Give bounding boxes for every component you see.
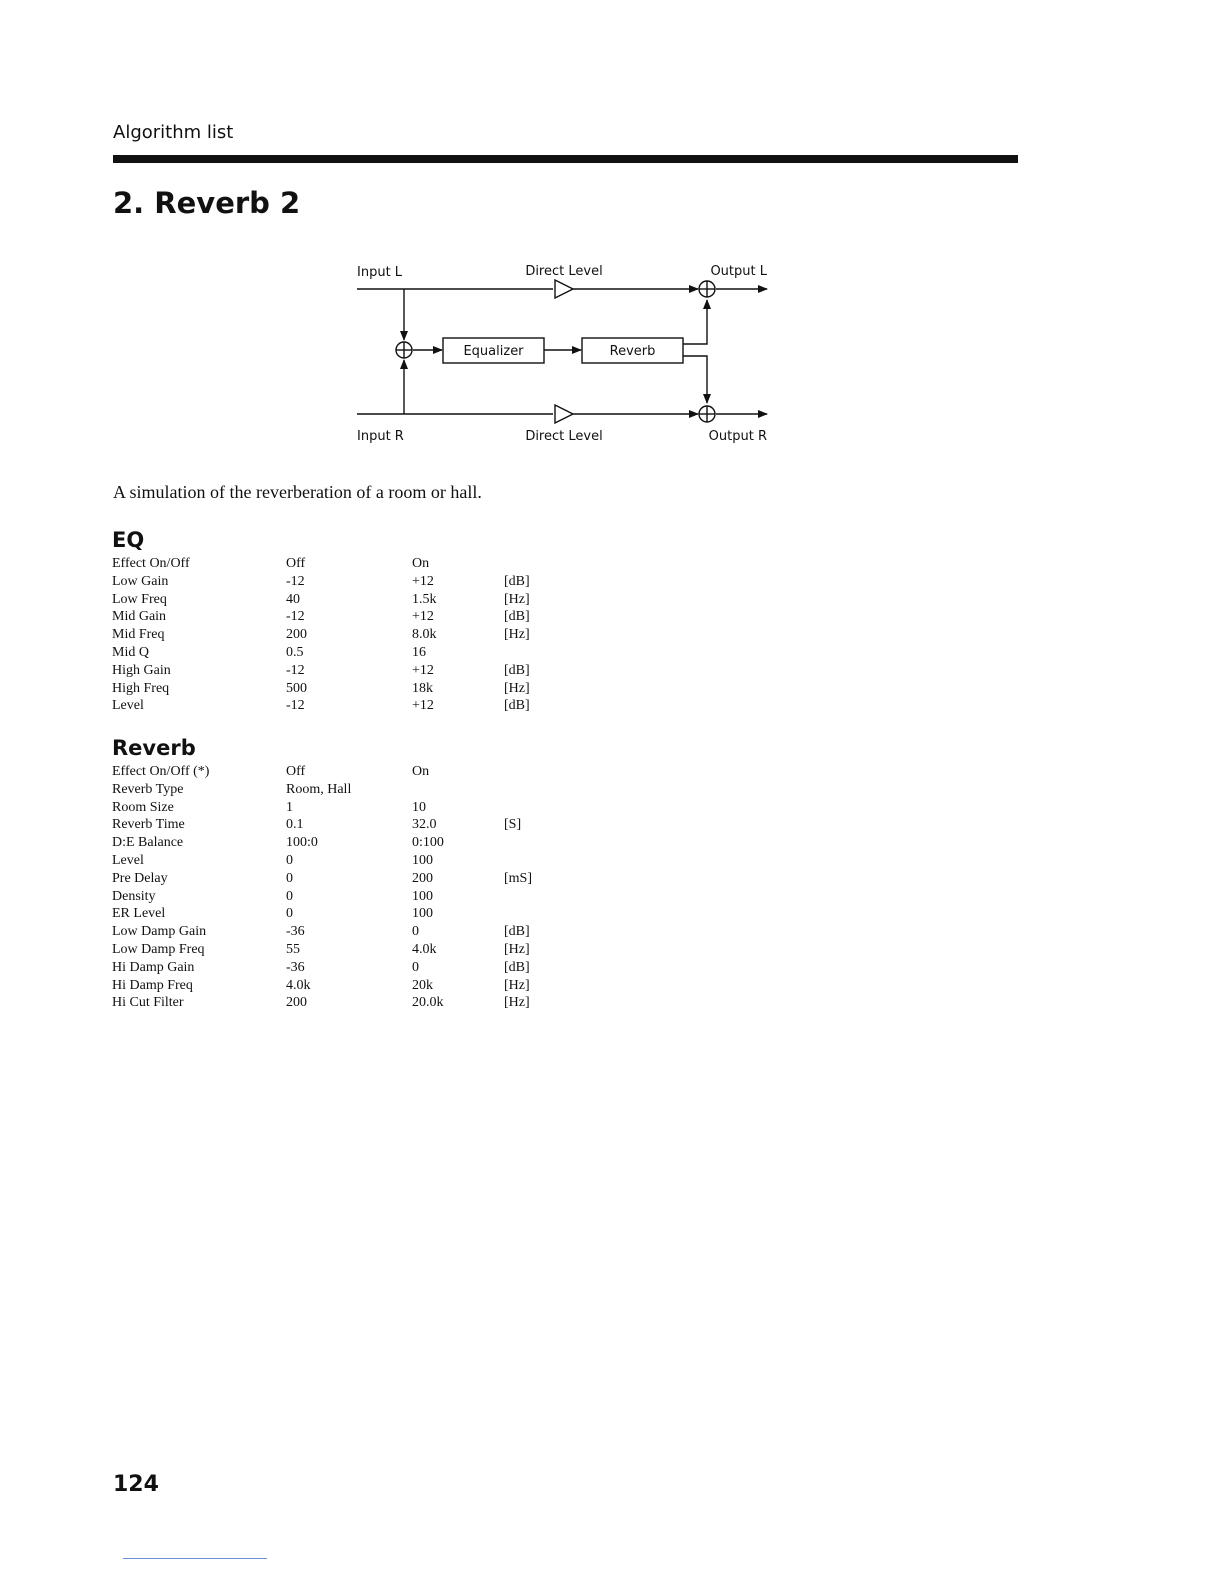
direct-level-bottom-label: Direct Level: [525, 429, 603, 444]
reverb-section-title: Reverb: [112, 736, 196, 760]
parameter-unit: [Hz]: [504, 941, 530, 957]
parameter-min: 200: [286, 995, 307, 1011]
parameter-max: 8.0k: [412, 627, 437, 643]
parameter-max: 32.0: [412, 817, 437, 833]
parameter-min: 100:0: [286, 835, 318, 851]
footer-line: [123, 1558, 267, 1559]
parameter-max: 100: [412, 852, 433, 868]
reverb-block-label: Reverb: [609, 344, 656, 359]
description: A simulation of the reverberation of a room or hall.: [113, 482, 482, 502]
parameter-name: Mid Freq: [112, 627, 165, 643]
parameter-unit: [504, 852, 564, 870]
parameter-unit: [Hz]: [504, 680, 530, 696]
parameter-row: [112, 870, 564, 888]
parameter-min: 0: [286, 888, 293, 904]
parameter-min: -36: [286, 959, 305, 975]
parameter-min: 200: [286, 627, 307, 643]
parameter-max: 4.0k: [412, 941, 437, 957]
parameter-max: +12: [412, 698, 434, 714]
parameter-min: Room, Hall: [286, 781, 352, 797]
parameter-max: 20.0k: [412, 995, 444, 1011]
parameter-unit: [504, 834, 564, 852]
parameter-unit: [504, 799, 564, 817]
parameter-name: Room Size: [112, 799, 174, 815]
parameter-row: [112, 573, 564, 591]
parameter-min: 0: [286, 906, 293, 922]
parameter-row: [112, 941, 564, 959]
parameter-name: High Freq: [112, 680, 170, 696]
parameter-min: Off: [286, 764, 306, 779]
parameter-min: 0.5: [286, 644, 304, 660]
parameter-name: ER Level: [112, 906, 166, 922]
parameter-min: 0: [286, 852, 293, 868]
parameter-unit: [504, 781, 564, 799]
parameter-row: [112, 923, 564, 941]
equalizer-label: Equalizer: [463, 344, 524, 359]
direct-level-amp-top: [555, 280, 573, 298]
parameter-min: 500: [286, 680, 307, 696]
parameter-max: 0: [412, 924, 419, 940]
signal-flow-diagram: [345, 258, 785, 453]
parameter-unit: [Hz]: [504, 627, 530, 643]
parameter-row: [112, 608, 564, 626]
parameter-name: Hi Cut Filter: [112, 995, 184, 1011]
parameter-row: [112, 888, 564, 906]
output-l-label: Output L: [710, 264, 767, 279]
parameter-row: [112, 644, 564, 662]
input-l-label: Input L: [357, 265, 403, 280]
parameter-max: [412, 781, 504, 799]
eq-parameter-table: [112, 555, 564, 715]
parameter-min: 1: [286, 799, 293, 815]
parameter-unit: [504, 555, 564, 573]
parameter-name: Effect On/Off: [112, 556, 190, 571]
page-number: 124: [113, 1472, 159, 1497]
parameter-name: Reverb Time: [112, 817, 185, 833]
parameter-min: -12: [286, 662, 305, 678]
parameter-name: Level: [112, 698, 144, 714]
parameter-max: 20k: [412, 977, 433, 993]
parameter-min: -12: [286, 573, 305, 589]
parameter-row: [112, 799, 564, 817]
parameter-name: Pre Delay: [112, 870, 168, 886]
parameter-name: Mid Q: [112, 644, 149, 660]
reverb-to-out-r: [683, 356, 707, 403]
parameter-max: On: [412, 556, 430, 571]
parameter-unit: [dB]: [504, 609, 530, 625]
parameter-name: Low Damp Gain: [112, 924, 207, 940]
parameter-unit: [dB]: [504, 573, 530, 589]
parameter-unit: [Hz]: [504, 591, 530, 607]
parameter-row: [112, 591, 564, 609]
parameter-min: -36: [286, 924, 305, 940]
parameter-max: 100: [412, 906, 433, 922]
parameter-unit: [504, 644, 564, 662]
parameter-name: Hi Damp Freq: [112, 977, 193, 993]
parameter-unit: [dB]: [504, 698, 530, 714]
parameter-max: +12: [412, 573, 434, 589]
parameter-name: High Gain: [112, 662, 171, 678]
parameter-row: [112, 994, 564, 1012]
page-title: 2. Reverb 2: [113, 186, 301, 220]
parameter-row: [112, 763, 564, 781]
parameter-max: 10: [412, 799, 426, 815]
parameter-row: [112, 852, 564, 870]
parameter-min: -12: [286, 609, 305, 625]
parameter-max: 0:100: [412, 835, 444, 851]
header-section-label: Algorithm list: [113, 122, 234, 143]
parameter-max: 0: [412, 959, 419, 975]
parameter-row: [112, 555, 564, 573]
output-r-label: Output R: [708, 429, 767, 444]
parameter-name: Reverb Type: [112, 781, 184, 797]
parameter-name: Low Freq: [112, 591, 167, 607]
parameter-max: On: [412, 764, 430, 779]
parameter-min: 55: [286, 941, 300, 957]
parameter-row: [112, 834, 564, 852]
parameter-min: 4.0k: [286, 977, 311, 993]
parameter-unit: [dB]: [504, 924, 530, 940]
parameter-unit: [Hz]: [504, 995, 530, 1011]
direct-level-amp-bottom: [555, 405, 573, 423]
eq-section-title: EQ: [112, 528, 145, 552]
parameter-name: Effect On/Off (*): [112, 764, 210, 779]
parameter-max: 200: [412, 870, 433, 886]
parameter-name: Mid Gain: [112, 609, 167, 625]
parameter-max: +12: [412, 662, 434, 678]
parameter-row: [112, 816, 564, 834]
parameter-name: D:E Balance: [112, 835, 184, 851]
parameter-row: [112, 905, 564, 923]
header-rule: [113, 155, 1018, 163]
parameter-max: 16: [412, 644, 426, 660]
parameter-row: [112, 680, 564, 698]
reverb-to-out-l: [683, 300, 707, 344]
parameter-max: 18k: [412, 680, 433, 696]
parameter-row: [112, 959, 564, 977]
input-summer: [396, 342, 412, 358]
parameter-name: Density: [112, 888, 156, 904]
parameter-unit: [S]: [504, 817, 522, 833]
parameter-min: 0.1: [286, 817, 304, 833]
parameter-unit: [504, 763, 564, 781]
parameter-unit: [504, 888, 564, 906]
parameter-unit: [dB]: [504, 662, 530, 678]
parameter-min: 40: [286, 591, 300, 607]
parameter-unit: [504, 905, 564, 923]
input-r-label: Input R: [357, 429, 404, 444]
output-l-summer: [699, 281, 715, 297]
parameter-min: -12: [286, 698, 305, 714]
parameter-name: Hi Damp Gain: [112, 959, 195, 975]
parameter-unit: [Hz]: [504, 977, 530, 993]
parameter-name: Low Gain: [112, 573, 169, 589]
parameter-name: Low Damp Freq: [112, 941, 205, 957]
parameter-row: [112, 662, 564, 680]
direct-level-top-label: Direct Level: [525, 264, 603, 279]
parameter-row: [112, 626, 564, 644]
parameter-unit: [dB]: [504, 959, 530, 975]
parameter-max: 1.5k: [412, 591, 437, 607]
parameter-name: Level: [112, 852, 144, 868]
parameter-max: +12: [412, 609, 434, 625]
reverb-parameter-table: [112, 763, 564, 1012]
parameter-max: 100: [412, 888, 433, 904]
parameter-row: [112, 977, 564, 995]
reverb-section: [112, 736, 564, 1012]
parameter-min: 0: [286, 870, 293, 886]
parameter-row: [112, 781, 564, 799]
parameter-min: Off: [286, 556, 306, 571]
parameter-row: [112, 697, 564, 715]
output-r-summer: [699, 406, 715, 422]
parameter-unit: [mS]: [504, 870, 532, 886]
eq-section: [112, 528, 564, 715]
